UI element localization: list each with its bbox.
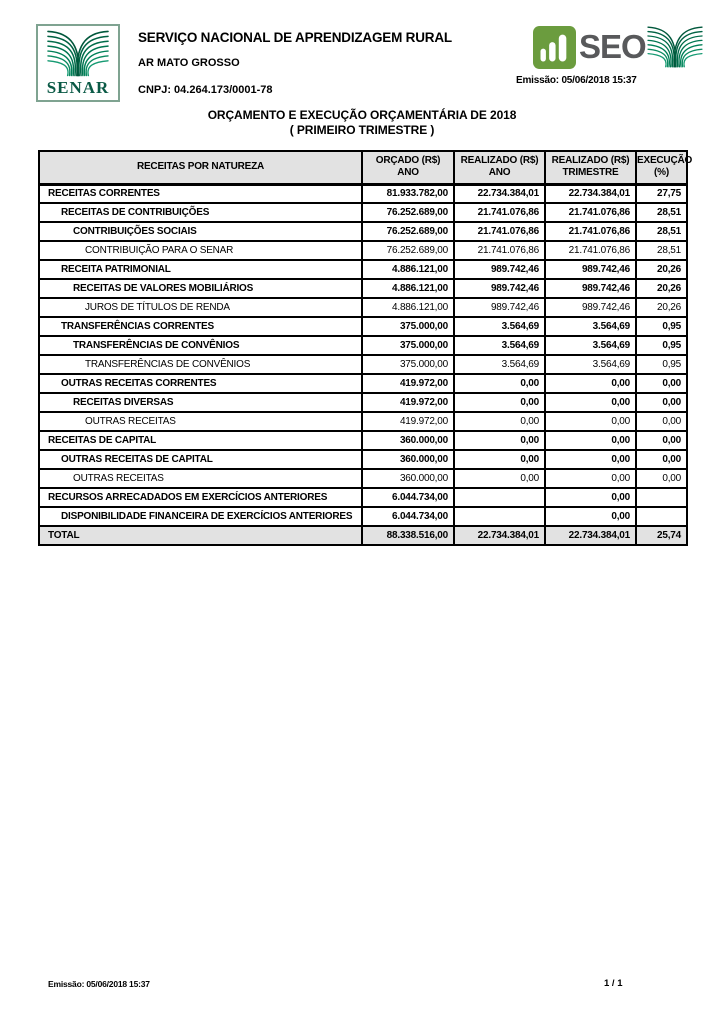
table-row [39,203,687,222]
senar-logo-text: SENAR [46,78,110,97]
cell-realizado-ano: 3.564,69 [454,355,545,374]
row-label: RECEITAS DE CONTRIBUIÇÕES [39,203,362,222]
cell-orcado: 4.886.121,00 [362,298,454,317]
col-header-label: REALIZADO (R$) [460,155,539,167]
cell-orcado: 419.972,00 [362,374,454,393]
cell-orcado: 375.000,00 [362,336,454,355]
table-row [39,260,687,279]
cell-realizado-trimestre: 0,00 [545,431,636,450]
cell-execucao: 28,51 [636,222,687,241]
cell-realizado-ano: 21.741.076,86 [454,241,545,260]
footer-page-number: 1 / 1 [604,978,623,989]
cell-realizado-trimestre: 21.741.076,86 [545,203,636,222]
cell-realizado-ano: 21.741.076,86 [454,222,545,241]
cell-realizado-trimestre: 3.564,69 [545,336,636,355]
cell-orcado: 6.044.734,00 [362,488,454,507]
cell-realizado-trimestre: 21.741.076,86 [545,222,636,241]
col-header-label: EXECUÇÃO [637,155,693,167]
row-label: CONTRIBUIÇÃO PARA O SENAR [39,241,362,260]
col-header-label: RECEITAS POR NATUREZA [136,161,265,173]
senar-logo [36,24,120,102]
cell-execucao: 0,00 [636,431,687,450]
table-row [39,488,687,507]
cell-realizado-ano: 989.742,46 [454,279,545,298]
cell-execucao: 0,95 [636,355,687,374]
cell-realizado-trimestre: 21.741.076,86 [545,241,636,260]
row-label: TRANSFERÊNCIAS DE CONVÊNIOS [39,355,362,374]
row-label: RECEITAS DIVERSAS [39,393,362,412]
cell-execucao: 28,51 [636,203,687,222]
cell-realizado-ano [454,488,545,507]
cell-execucao: 0,00 [636,393,687,412]
budget-table [38,150,693,546]
table-row [39,431,687,450]
seo-bars-icon [533,26,576,69]
report-title-line2: ( PRIMEIRO TRIMESTRE ) [289,123,435,137]
cell-orcado: 88.338.516,00 [362,526,454,545]
row-label: RECURSOS ARRECADADOS EM EXERCÍCIOS ANTERIORES [39,488,362,507]
table-row [39,336,687,355]
cell-realizado-trimestre: 0,00 [545,393,636,412]
total-row [39,526,687,545]
cell-realizado-ano: 3.564,69 [454,336,545,355]
cell-realizado-trimestre: 0,00 [545,412,636,431]
col-header-label: ORÇADO (R$) [375,155,441,167]
row-label: RECEITAS CORRENTES [39,184,362,203]
cell-realizado-trimestre: 0,00 [545,450,636,469]
org-block [138,30,452,96]
row-label: DISPONIBILIDADE FINANCEIRA DE EXERCÍCIOS ANTERIORES [39,507,362,526]
table-row [39,317,687,336]
cell-orcado: 375.000,00 [362,355,454,374]
seo-logo [533,25,703,69]
cell-orcado: 375.000,00 [362,317,454,336]
cell-execucao: 20,26 [636,260,687,279]
cell-realizado-ano: 0,00 [454,412,545,431]
cell-realizado-ano: 0,00 [454,450,545,469]
row-label: RECEITAS DE VALORES MOBILIÁRIOS [39,279,362,298]
cell-orcado: 4.886.121,00 [362,260,454,279]
cell-execucao: 20,26 [636,279,687,298]
seo-logo-text: SEO [579,28,646,65]
cell-realizado-trimestre: 3.564,69 [545,355,636,374]
cell-realizado-ano: 989.742,46 [454,260,545,279]
cell-orcado: 419.972,00 [362,412,454,431]
cell-orcado: 360.000,00 [362,450,454,469]
row-label: RECEITA PATRIMONIAL [39,260,362,279]
table-row [39,241,687,260]
row-label: TRANSFERÊNCIAS CORRENTES [39,317,362,336]
cell-execucao: 28,51 [636,241,687,260]
row-label: JUROS DE TÍTULOS DE RENDA [39,298,362,317]
cell-realizado-ano: 22.734.384,01 [454,526,545,545]
cell-orcado: 360.000,00 [362,469,454,488]
row-label: CONTRIBUIÇÕES SOCIAIS [39,222,362,241]
table-row [39,507,687,526]
cell-realizado-trimestre: 0,00 [545,469,636,488]
cell-realizado-ano: 3.564,69 [454,317,545,336]
table-row [39,374,687,393]
col-header-receitas [39,151,362,184]
row-label: OUTRAS RECEITAS CORRENTES [39,374,362,393]
cell-execucao: 0,95 [636,336,687,355]
col-header-execucao [636,151,693,184]
row-label: OUTRAS RECEITAS [39,412,362,431]
cell-execucao [636,488,687,507]
cell-execucao: 0,95 [636,317,687,336]
cell-realizado-trimestre: 989.742,46 [545,260,636,279]
cell-realizado-trimestre: 3.564,69 [545,317,636,336]
table-row [39,355,687,374]
report-title [0,108,724,138]
cell-execucao: 0,00 [636,412,687,431]
cell-realizado-trimestre: 22.734.384,01 [545,526,636,545]
table-row [39,222,687,241]
col-header-sublabel: ANO [397,167,419,179]
cell-realizado-trimestre: 989.742,46 [545,279,636,298]
cell-realizado-ano: 989.742,46 [454,298,545,317]
row-label: OUTRAS RECEITAS [39,469,362,488]
cell-execucao: 0,00 [636,469,687,488]
cell-execucao: 27,75 [636,184,687,203]
cell-realizado-trimestre: 0,00 [545,507,636,526]
cell-orcado: 6.044.734,00 [362,507,454,526]
cell-orcado: 76.252.689,00 [362,203,454,222]
table-row [39,412,687,431]
cell-realizado-trimestre: 22.734.384,01 [545,184,636,203]
cell-realizado-trimestre: 0,00 [545,374,636,393]
col-header-orcado [362,151,454,184]
table-body [39,184,687,545]
row-label: TOTAL [39,526,362,545]
cell-realizado-ano: 21.741.076,86 [454,203,545,222]
cell-realizado-ano: 0,00 [454,431,545,450]
cell-orcado: 360.000,00 [362,431,454,450]
table-row [39,450,687,469]
col-header-sublabel: (%) [654,167,669,179]
org-name: SERVIÇO NACIONAL DE APRENDIZAGEM RURAL [138,30,452,45]
cell-execucao: 20,26 [636,298,687,317]
col-header-realizado-ano [454,151,545,184]
row-label: OUTRAS RECEITAS DE CAPITAL [39,450,362,469]
table-row [39,469,687,488]
cell-execucao: 25,74 [636,526,687,545]
report-title-line1: ORÇAMENTO E EXECUÇÃO ORÇAMENTÁRIA DE 2018 [207,108,517,122]
table-row [39,298,687,317]
cell-realizado-trimestre: 0,00 [545,488,636,507]
cell-realizado-ano: 22.734.384,01 [454,184,545,203]
cell-orcado: 81.933.782,00 [362,184,454,203]
table-row [39,279,687,298]
table-row [39,393,687,412]
cell-realizado-ano: 0,00 [454,393,545,412]
col-header-realizado-trimestre [545,151,636,184]
seo-fan-icon [647,25,703,69]
cell-orcado: 76.252.689,00 [362,241,454,260]
cell-realizado-ano [454,507,545,526]
cell-orcado: 4.886.121,00 [362,279,454,298]
footer-emission: Emissão: 05/06/2018 15:37 [48,979,150,989]
org-unit: AR MATO GROSSO [138,57,240,69]
senar-fan-icon [42,29,114,78]
table-header-row [39,151,687,184]
table-row [39,184,687,203]
cell-orcado: 76.252.689,00 [362,222,454,241]
col-header-sublabel: ANO [488,167,511,179]
cell-orcado: 419.972,00 [362,393,454,412]
cell-realizado-trimestre: 989.742,46 [545,298,636,317]
cell-execucao: 0,00 [636,374,687,393]
cell-execucao [636,507,687,526]
org-cnpj: CNPJ: 04.264.173/0001-78 [138,84,273,96]
emission-timestamp: Emissão: 05/06/2018 15:37 [516,75,637,86]
col-header-sublabel: TRIMESTRE [562,167,619,179]
row-label: TRANSFERÊNCIAS DE CONVÊNIOS [39,336,362,355]
cell-realizado-ano: 0,00 [454,469,545,488]
row-label: RECEITAS DE CAPITAL [39,431,362,450]
col-header-label: REALIZADO (R$) [551,155,630,167]
cell-execucao: 0,00 [636,450,687,469]
cell-realizado-ano: 0,00 [454,374,545,393]
